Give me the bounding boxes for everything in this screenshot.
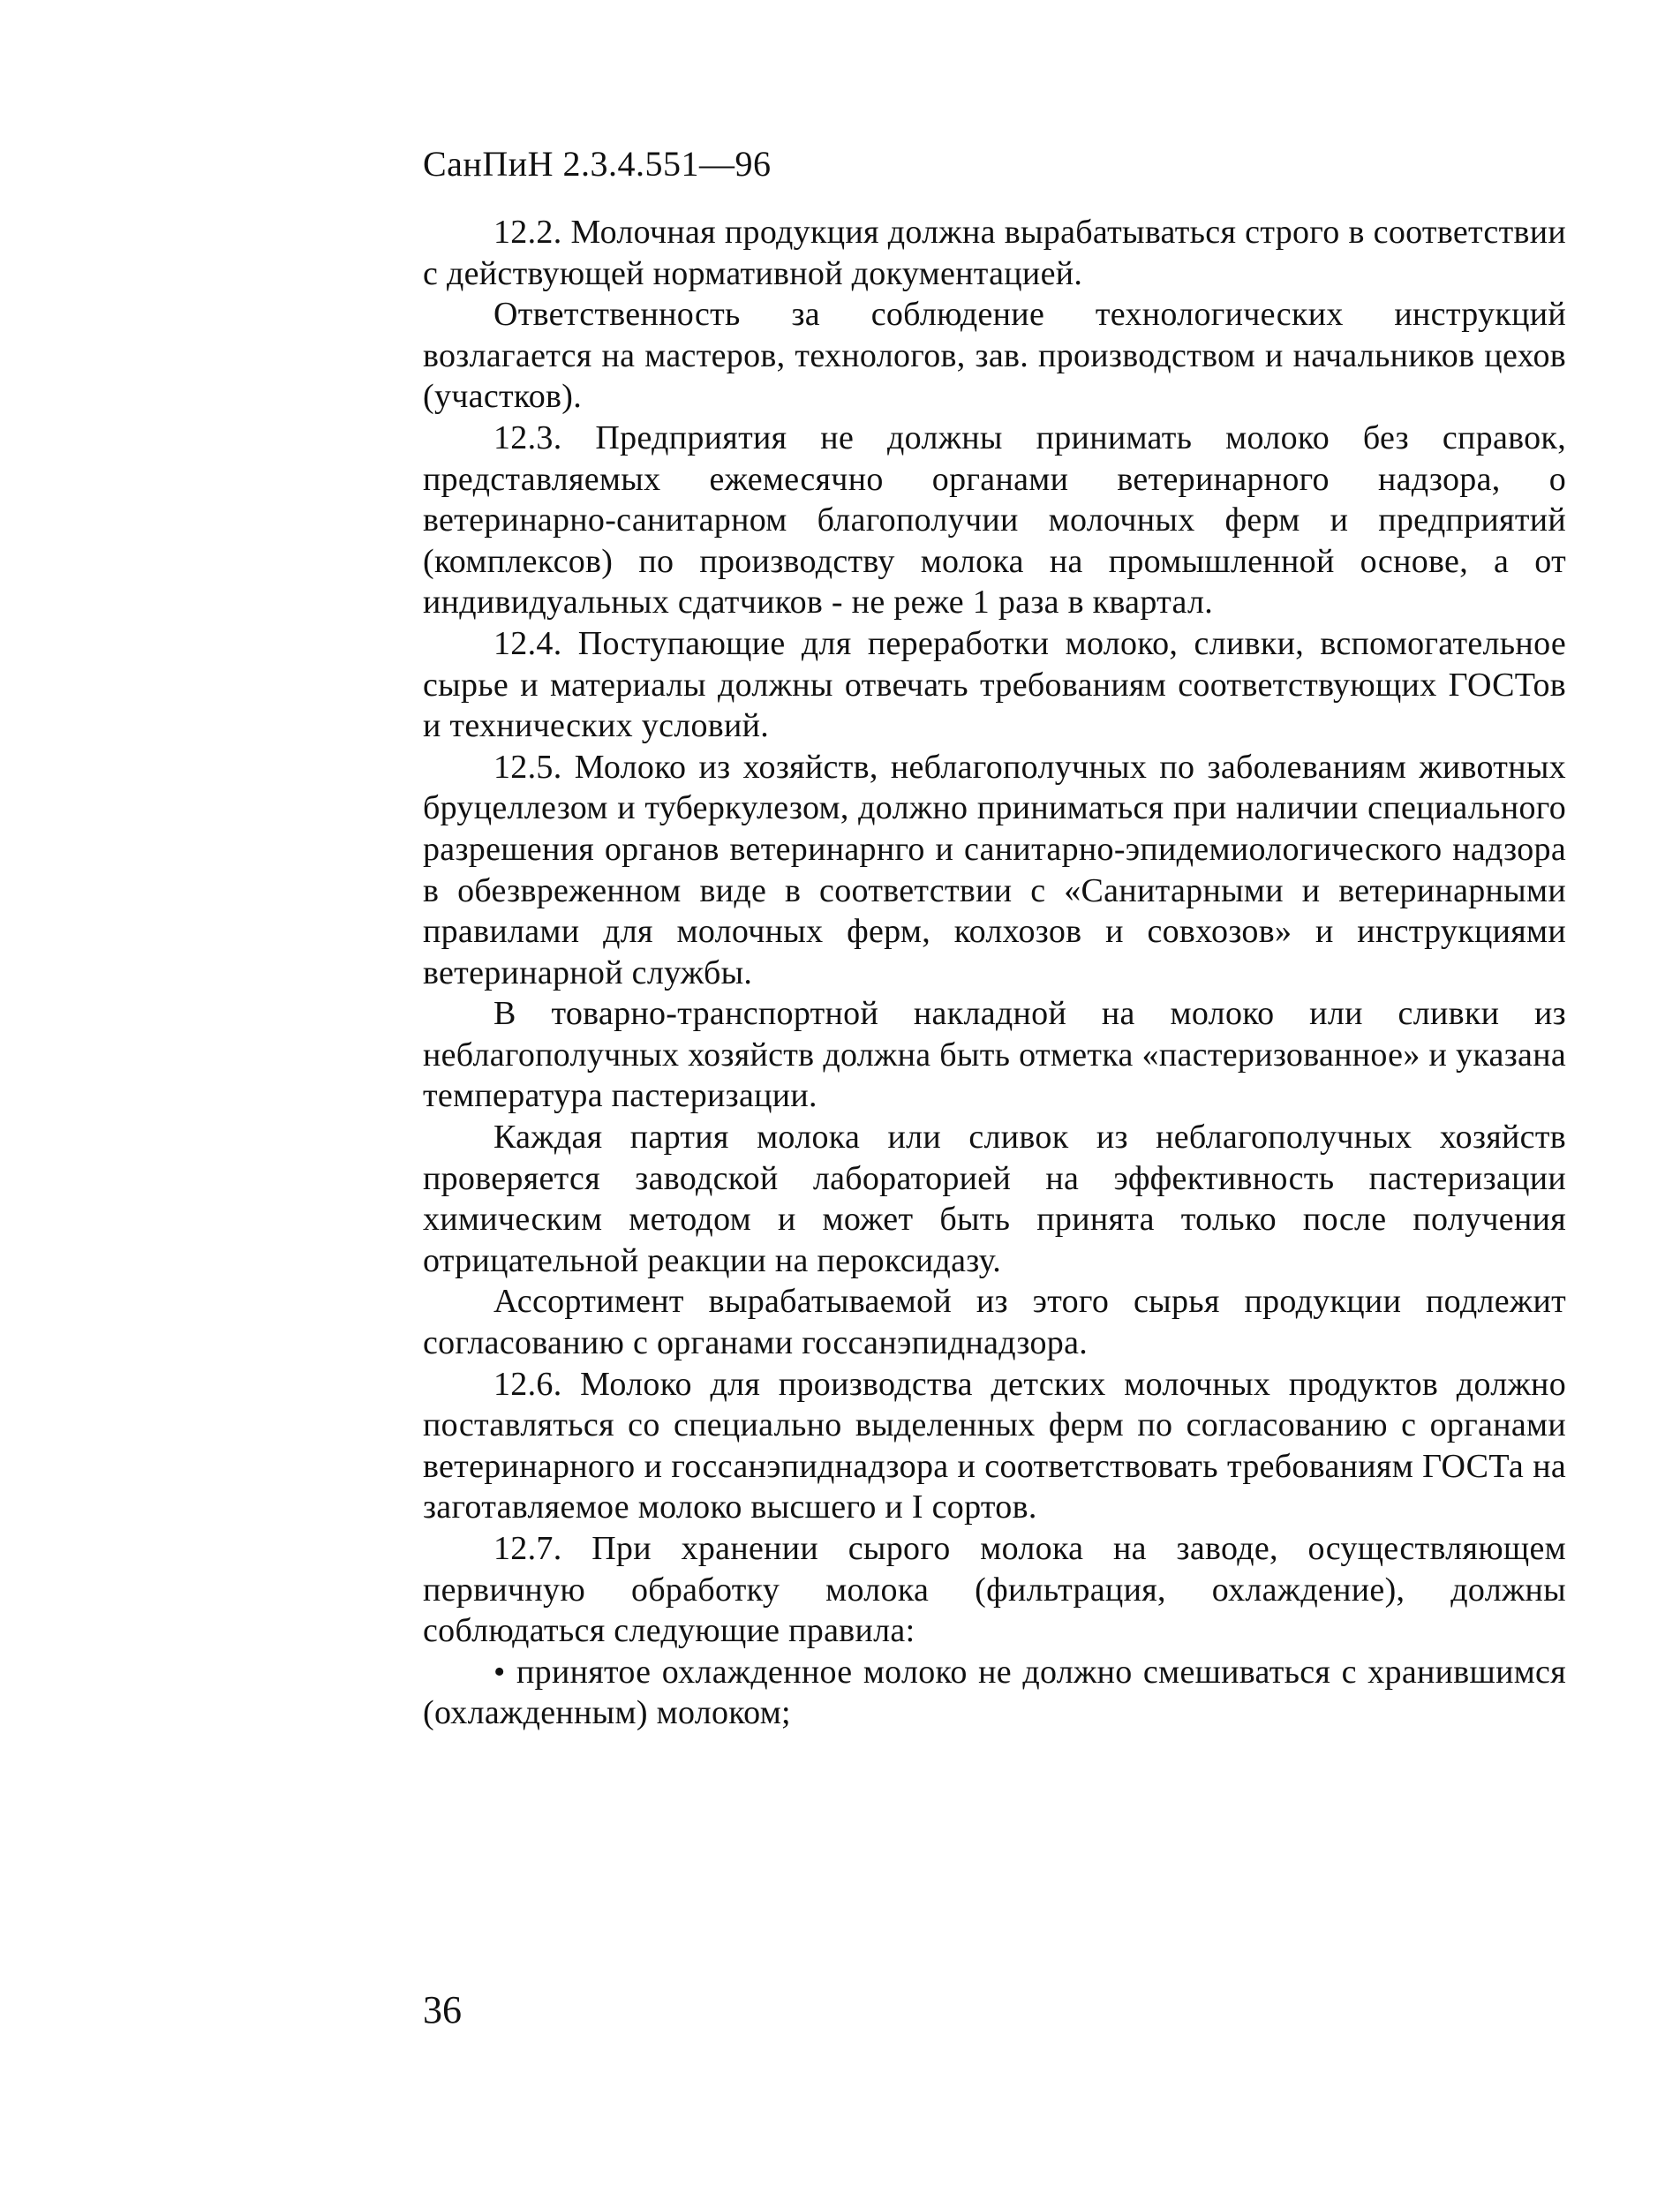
running-header: СанПиН 2.3.4.551—96 xyxy=(423,144,772,184)
page-number: 36 xyxy=(423,1988,462,2031)
paragraph-12-7: 12.7. При хранении сырого молока на заводе, осуществляющем первичную обработку молока (фильтрация, охлаждение), должны соблюдаться следующие правила: xyxy=(423,1530,1566,1650)
paragraph-12-4: 12.4. Поступающие для переработки молоко, сливки, вспомогательное сырье и материалы должны отвечать требованиям соответствующих ГОСТов и технических условий. xyxy=(423,624,1566,745)
paragraph-12-6: 12.6. Молоко для производства детских молочных продуктов должно поставляться со специально выделенных ферм по согласованию с органами ветеринарного и госсанэпиднадзора и соответствовать требованиям ГОСТа на заготавляемое молоко высшего и I сортов. xyxy=(423,1365,1566,1526)
paragraph-waybill: В товарно-транспортной накладной на молоко или сливки из неблагополучных хозяйств должна быть отметка «пастеризованное» и указана температура пастеризации. xyxy=(423,995,1566,1115)
paragraph-12-3: 12.3. Предприятия не должны принимать молоко без справок, представляемых ежемесячно органами ветеринарного надзора, о ветеринарно-санитарном благополучии молочных ферм и предприятий (комплексов) по производству молока на промышленной основе, а от индивидуальных сдатчиков - не реже 1 раза в квартал. xyxy=(423,418,1566,622)
body-text xyxy=(423,212,1566,1734)
paragraph-assortment: Ассортимент вырабатываемой из этого сырья продукции подлежит согласованию с органами госсанэпиднадзора. xyxy=(423,1283,1566,1362)
paragraph-batch-check: Каждая партия молока или сливок из неблагополучных хозяйств проверяется заводской лабораторией на эффективность пастеризации химическим методом и может быть принята только после получения отрицательной реакции на пероксидазу. xyxy=(423,1119,1566,1279)
paragraph-responsibility: Ответственность за соблюдение технологических инструкций возлагается на мастеров, технологов, зав. производством и начальников цехов (участков). xyxy=(423,296,1566,416)
paragraph-12-2: 12.2. Молочная продукция должна вырабатываться строго в соответствии с действующей нормативной документацией. xyxy=(423,214,1566,292)
bullet-item: • принятое охлажденное молоко не должно смешиваться с хранившимся (охлажденным) молоком; xyxy=(423,1653,1566,1732)
paragraph-12-5: 12.5. Молоко из хозяйств, неблагополучных по заболеваниям животных бруцеллезом и туберкулезом, должно приниматься при наличии специального разрешения органов ветеринарнго и санитарно-эпидемиологического надзора в обезвреженном виде в соответствии с «Санитарными и ветеринарными правилами для молочных ферм, колхозов и совхозов» и инструкциями ветеринарной службы. xyxy=(423,748,1566,991)
